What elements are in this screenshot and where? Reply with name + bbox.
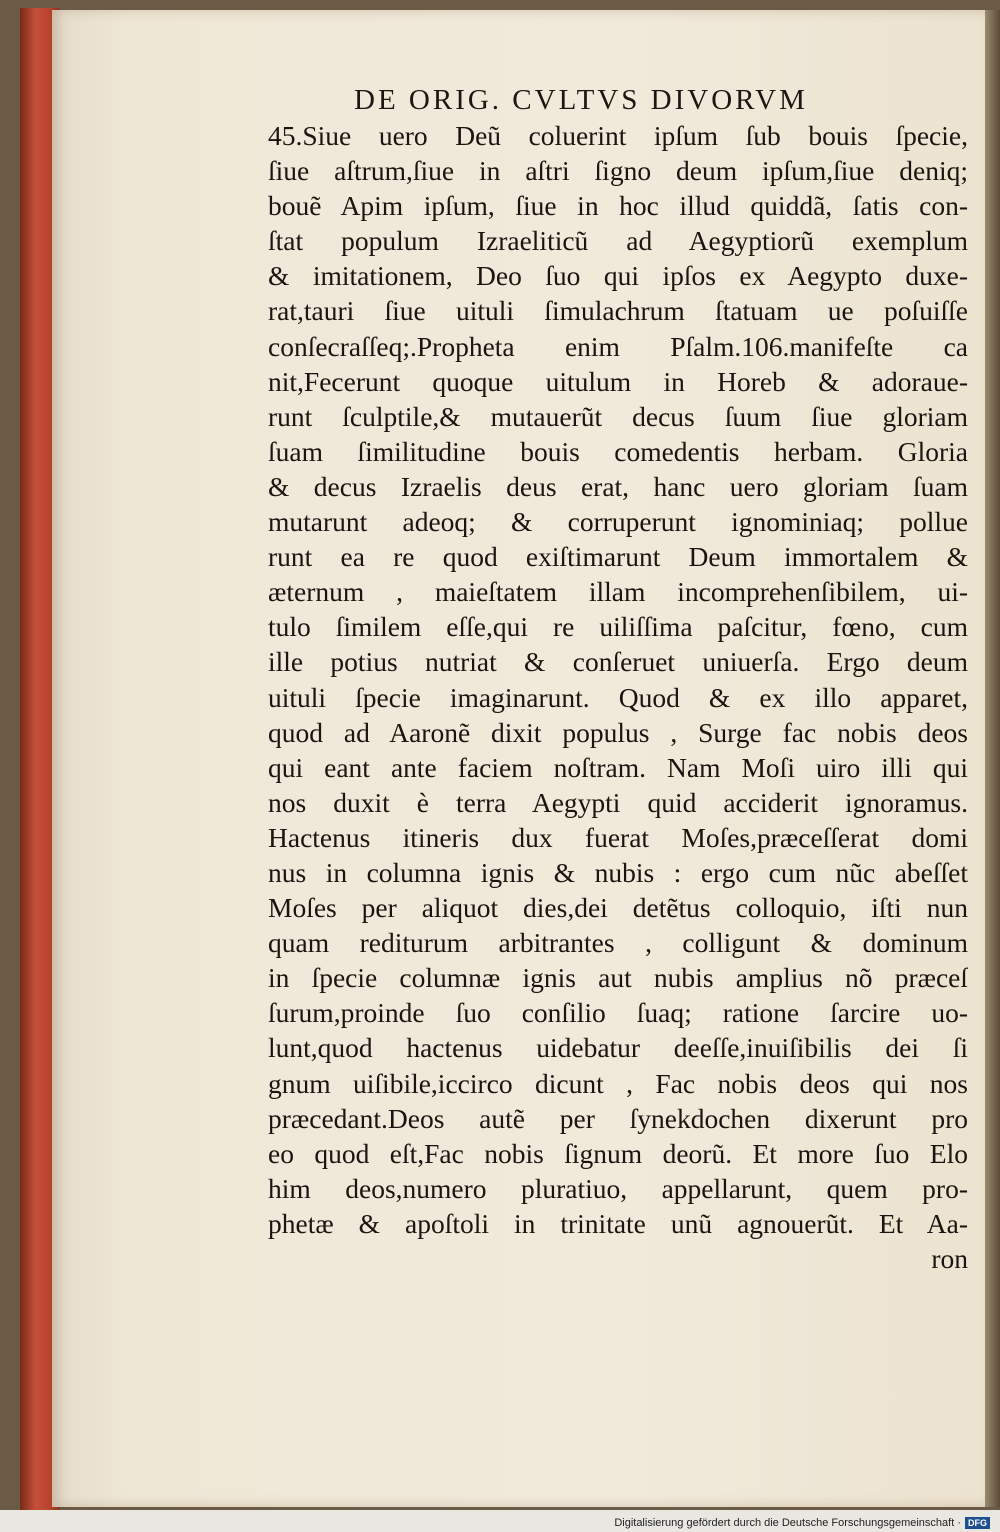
text-line: quam rediturum arbitrantes , colligunt & dominum xyxy=(268,927,968,959)
gutter-shadow xyxy=(985,10,1000,1507)
text-line: uituli ſpecie imaginarunt. Quod & ex illo apparet, xyxy=(268,681,968,713)
text-line: nos duxit è terra Aegypti quid acciderit ignoramus. xyxy=(268,786,968,818)
dfg-logo: DFG xyxy=(965,1517,990,1529)
text-line: qui eant ante faciem noſtram. Nam Moſi uiro illi qui xyxy=(268,751,968,783)
text-line: ſuam ſimilitudine bouis comedentis herbam. Gloria xyxy=(268,435,968,467)
text-line: lunt,quod hactenus uidebatur deeſſe,inuiſibilis dei ſi xyxy=(268,1032,968,1064)
text-block xyxy=(268,118,968,1276)
text-line: conſecraſſeq;.Propheta enim Pſalm.106.manifeſte ca xyxy=(268,330,968,362)
text-line: & imitationem, Deo ſuo qui ipſos ex Aegypto duxe- xyxy=(268,260,968,292)
text-line: ſiue aſtrum,ſiue in aſtri ſigno deum ipſum,ſiue deniq; xyxy=(268,155,968,187)
text-line: eo quod eſt,Fac nobis ſignum deorũ. Et more ſuo Elo xyxy=(268,1137,968,1169)
text-line: 45.Siue uero Deũ coluerint ipſum ſub bouis ſpecie, xyxy=(268,120,968,151)
text-line: in ſpecie columnæ ignis aut nubis amplius nõ præceſ xyxy=(268,962,968,994)
footer-credit xyxy=(614,1515,990,1531)
text-line: gnum uiſibile,iccirco dicunt , Fac nobis deos qui nos xyxy=(268,1067,968,1099)
text-line: him deos,numero pluratiuo, appellarunt, quem pro- xyxy=(268,1172,968,1204)
text-line: rat,tauri ſiue uituli ſimulachrum ſtatuam ue poſuiſſe xyxy=(268,295,968,327)
text-line: Hactenus itineris dux fuerat Moſes,præceſſerat domi xyxy=(268,821,968,853)
text-line: runt ea re quod exiſtimarunt Deum immortalem & xyxy=(268,541,968,573)
text-line: bouẽ Apim ipſum, ſiue in hoc illud quiddã, ſatis con- xyxy=(268,190,968,222)
text-line: Moſes per aliquot dies,dei detẽtus colloquio, iſti nun xyxy=(268,892,968,924)
catchword: ron xyxy=(931,1243,968,1274)
text-line: ſtat populum Izraeliticũ ad Aegyptiorũ exemplum xyxy=(268,225,968,257)
text-line: & decus Izraelis deus erat, hanc uero gloriam ſuam xyxy=(268,470,968,502)
text-line: tulo ſimilem eſſe,qui re uiliſſima paſcitur, fœno, cum xyxy=(268,611,968,643)
text-line: ſurum,proinde ſuo conſilio ſuaq; ratione ſarcire uo- xyxy=(268,997,968,1029)
running-head: DE ORIG. CVLTVS DIVORVM xyxy=(354,84,808,116)
text-line: præcedant.Deos autẽ per ſynekdochen dixerunt pro xyxy=(268,1102,968,1134)
text-line: quod ad Aaronẽ dixit populus , Surge fac nobis deos xyxy=(268,716,968,748)
text-line: æternum , maieſtatem illam incomprehenſibilem, ui- xyxy=(268,576,968,608)
footer-credit-text: Digitalisierung gefördert durch die Deutsche Forschungsgemeinschaft · xyxy=(614,1517,961,1529)
text-line: mutarunt adeoq; & corruperunt ignominiaq; pollue xyxy=(268,506,968,538)
text-line: ille potius nutriat & conſeruet uniuerſa. Ergo deum xyxy=(268,646,968,678)
text-line: nus in columna ignis & nubis : ergo cum nũc abeſſet xyxy=(268,856,968,888)
text-line: phetæ & apoſtoli in trinitate unũ agnouerũt. Et Aa- xyxy=(268,1207,968,1239)
text-line: nit,Fecerunt quoque uitulum in Horeb & adoraue- xyxy=(268,365,968,397)
text-line: runt ſculptile,& mutauerũt decus ſuum ſiue gloriam xyxy=(268,400,968,432)
